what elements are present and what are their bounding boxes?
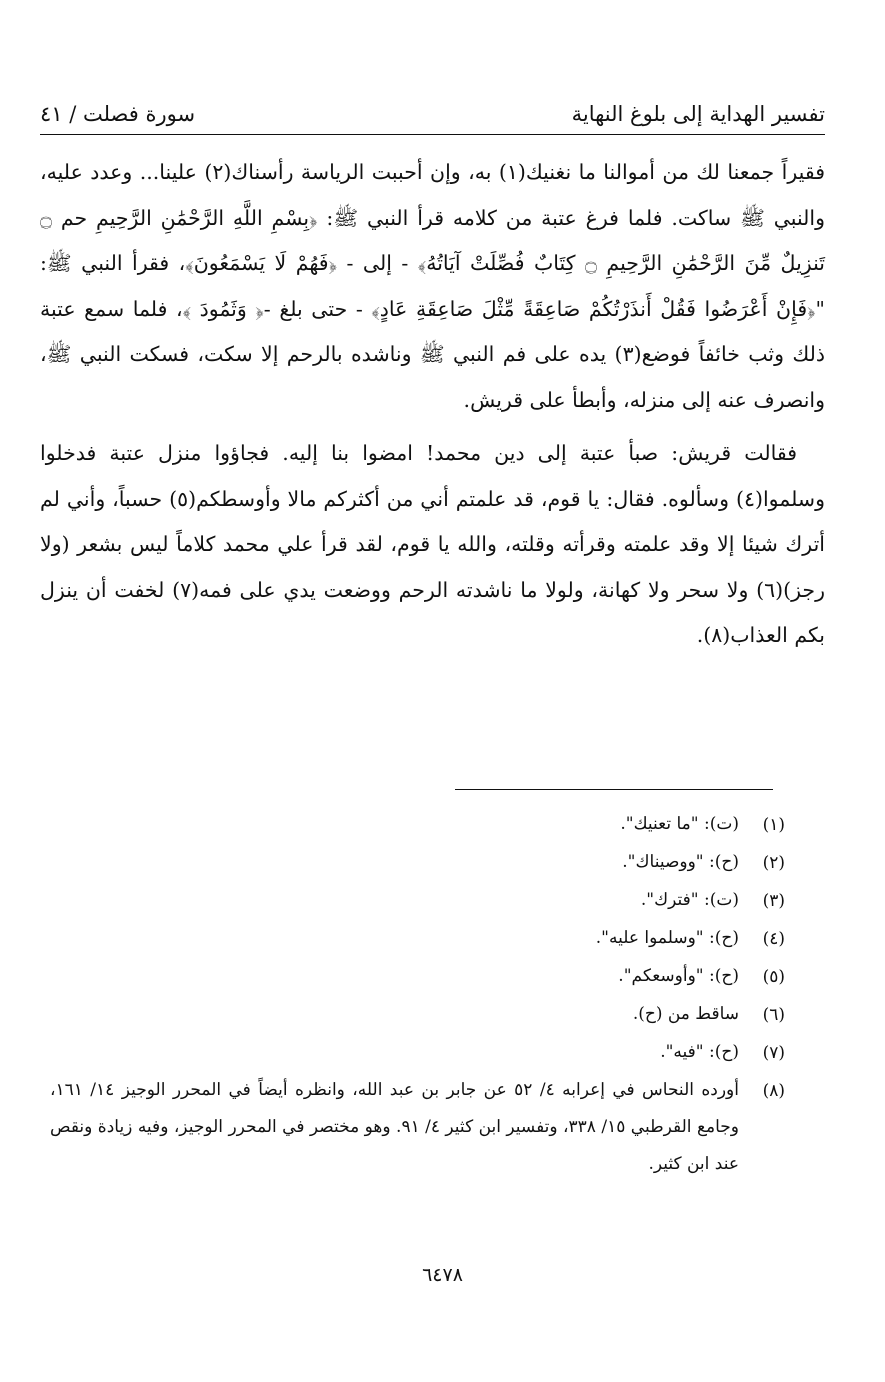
footnote-number: (٤)	[762, 929, 785, 949]
paragraph-1: فقيراً جمعنا لك من أموالنا ما نغنيك(١) به، وإن أحببت الرياسة رأسناك(٢) علينا... وعدد عليه، والنبي ﷺ ساكت. فلما فرغ عتبة من كلامه قرأ النبي ﷺ: ﴿بِسْمِ اللَّهِ الرَّحْمَٰنِ الرَّحِيمِ حم ۝ تَنزِيلٌ مِّنَ الرَّحْمَٰنِ الرَّحِيمِ ۝ كِتَابٌ فُصِّلَتْ آيَاتُهُ﴾ - إلى - ﴿فَهُمْ لَا يَسْمَعُونَ﴾، فقرأ النبي ﷺ: "﴿فَإِنْ أَعْرَضُوا فَقُلْ أَنذَرْتُكُمْ صَاعِقَةً مِّثْلَ صَاعِقَةِ عَادٍ﴾ - حتى بلغ -﴿ وَثَمُودَ ﴾، فلما سمع عتبة ذلك وثب خائفاً فوضع(٣) يده على فم النبي ﷺ وناشده بالرحم إلا سكت، فسكت النبي ﷺ، وانصرف عنه إلى منزله، وأبطأ على قريش.	[40, 160, 825, 412]
footnote-item	[50, 958, 785, 996]
running-header	[40, 84, 825, 134]
footnote-text: أورده النحاس في إعرابه ٤/ ٥٢ عن جابر بن عبد الله، وانظره أيضاً في المحرر الوجيز ١٤/ ١٦١، وجامع القرطبي ١٥/ ٣٣٨، وتفسير ابن كثير ٤/ ٩١. وهو مختصر في المحرر الوجيز، وفيه زيادة ونقص عند ابن كثير.	[50, 1080, 739, 1174]
footnote-number: (١)	[762, 815, 785, 835]
footnote-item	[50, 882, 785, 920]
footnote-item	[50, 844, 785, 882]
footnote-item	[50, 806, 785, 844]
footnote-text: (ت): "ما تعنيك".	[620, 814, 739, 834]
footnote-item	[50, 1072, 785, 1183]
footnote-text: (ح): "ووصيناك".	[622, 852, 739, 872]
footnote-number: (٢)	[762, 853, 785, 873]
footnote-text: (ح): "فيه".	[660, 1042, 739, 1062]
footnote-item	[50, 920, 785, 958]
footnote-text: (ح): "وأوسعكم".	[618, 966, 739, 986]
footnote-text: (ح): "وسلموا عليه".	[595, 928, 739, 948]
footnote-number: (٦)	[762, 1005, 785, 1025]
footnote-number: (٧)	[762, 1043, 785, 1063]
footnote-divider	[455, 789, 773, 790]
page-number: ٦٤٧٨	[422, 1264, 463, 1286]
surah-label: سورة فصلت / ٤١	[40, 102, 196, 126]
footnote-number: (٨)	[762, 1081, 785, 1101]
footnote-item	[50, 1034, 785, 1072]
paragraph-2: فقالت قريش: صبأ عتبة إلى دين محمد! امضوا بنا إليه. فجاؤوا منزل عتبة فدخلوا وسلموا(٤) وسألوه. فقال: يا قوم، قد علمتم أني من أكثركم مالا وأوسطكم(٥) حسباً، وأني لم أترك شيئا إلا وقد علمته وقرأته وقلته، والله يا قوم، لقد قرأ علي محمد كلاماً ليس بشعر (ولا رجز)(٦) ولا سحر ولا كهانة، ولولا ما ناشدته الرحم ووضعت يدي على فمه(٧) لخفت أن ينزل بكم العذاب(٨).	[40, 441, 826, 647]
footnote-number: (٣)	[762, 891, 785, 911]
footnote-text: ساقط من (ح).	[632, 1004, 739, 1024]
footnotes	[50, 806, 785, 1183]
footnote-text: (ت): "فترك".	[640, 890, 739, 910]
footnote-item	[50, 996, 785, 1034]
header-divider	[40, 134, 825, 135]
footnote-number: (٥)	[762, 967, 785, 987]
book-title: تفسير الهداية إلى بلوغ النهاية	[571, 102, 825, 126]
main-text	[40, 150, 825, 659]
